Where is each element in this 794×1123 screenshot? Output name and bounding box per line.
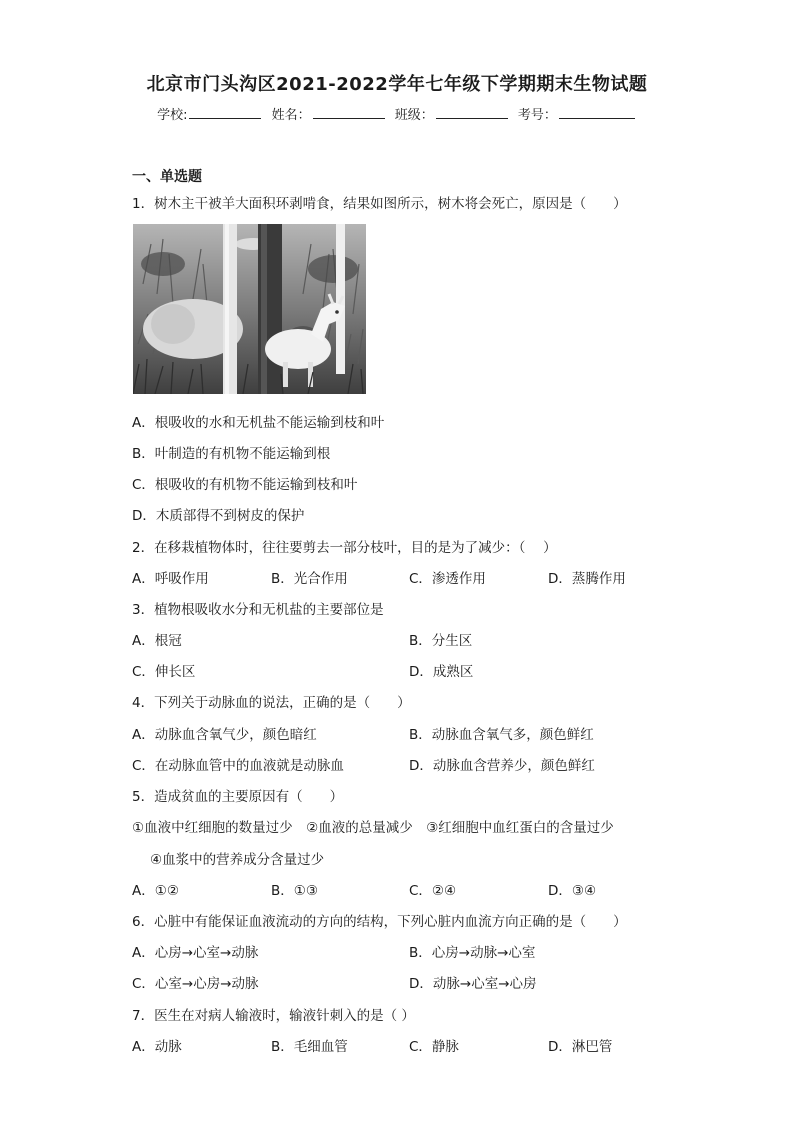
- question-4-stem: 4．下列关于动脉血的说法，正确的是（ ）: [132, 695, 411, 711]
- question-2-stem: 2．在移栽植物体时，往往要剪去一部分枝叶，目的是为了减少：（ ）: [132, 540, 557, 556]
- question-1-stem: 1．树木主干被羊大面积环剥啃食，结果如图所示，树木将会死亡，原因是（ ）: [132, 196, 627, 212]
- question-4-option-c: C．在动脉血管中的血液就是动脉血: [132, 758, 344, 774]
- exam-number-blank: [559, 106, 635, 119]
- question-3-stem: 3．植物根吸收水分和无机盐的主要部位是: [132, 602, 384, 618]
- question-5-option-d: D．③④: [548, 883, 597, 899]
- question-6-option-d: D．动脉→心室→心房: [409, 976, 537, 992]
- question-3-option-a: A．根冠: [132, 633, 182, 649]
- question-4-option-a: A．动脉血含氧气少，颜色暗红: [132, 727, 317, 743]
- question-1-option-c: C．根吸收的有机物不能运输到枝和叶: [132, 477, 358, 493]
- exam-number-label: 考号：: [517, 108, 557, 123]
- question-2-option-b: B．光合作用: [271, 571, 348, 587]
- question-7-option-a: A．动脉: [132, 1039, 182, 1055]
- question-3-option-b: B．分生区: [409, 633, 473, 649]
- question-5-option-a: A．①②: [132, 883, 179, 899]
- question-3-option-d: D．成熟区: [409, 664, 474, 680]
- question-5-statements-line-1: ①血液中红细胞的数量过少 ②血液的总量减少 ③红细胞中血红蛋白的含量过少: [132, 820, 614, 836]
- question-1-figure: [133, 224, 366, 394]
- question-2-option-a: A．呼吸作用: [132, 571, 209, 587]
- question-7-option-d: D．淋巴管: [548, 1039, 613, 1055]
- name-blank: [313, 106, 385, 119]
- question-5-statements-line-2: ④血浆中的营养成分含量过少: [150, 852, 325, 868]
- question-5-option-c: C．②④: [409, 883, 457, 899]
- section-title: 一、单选题: [132, 169, 202, 185]
- school-label: 学校:: [157, 108, 188, 123]
- question-6-option-b: B．心房→动脉→心室: [409, 945, 536, 961]
- question-2-option-c: C．渗透作用: [409, 571, 486, 587]
- question-6-stem: 6．心脏中有能保证血液流动的方向的结构，下列心脏内血流方向正确的是（ ）: [132, 914, 627, 930]
- school-blank: [189, 106, 261, 119]
- name-label: 姓名：: [271, 108, 311, 123]
- student-info-line: [0, 104, 794, 123]
- question-7-option-b: B．毛细血管: [271, 1039, 348, 1055]
- question-2-option-d: D．蒸腾作用: [548, 571, 626, 587]
- sheep-photo-icon: [133, 224, 366, 394]
- class-label: 班级：: [394, 108, 434, 123]
- question-4-option-d: D．动脉血含营养少，颜色鲜红: [409, 758, 595, 774]
- question-7-option-c: C．静脉: [409, 1039, 459, 1055]
- question-5-stem: 5．造成贫血的主要原因有（ ）: [132, 789, 344, 805]
- class-blank: [436, 106, 508, 119]
- question-1-option-d: D．木质部得不到树皮的保护: [132, 508, 305, 524]
- question-3-option-c: C．伸长区: [132, 664, 196, 680]
- question-1-option-b: B．叶制造的有机物不能运输到根: [132, 446, 331, 462]
- question-5-option-b: B．①③: [271, 883, 318, 899]
- page-title: 北京市门头沟区2021-2022学年七年级下学期期末生物试题: [146, 74, 648, 95]
- question-1-option-a: A．根吸收的水和无机盐不能运输到枝和叶: [132, 415, 385, 431]
- question-4-option-b: B．动脉血含氧气多，颜色鲜红: [409, 727, 594, 743]
- question-6-option-c: C．心室→心房→动脉: [132, 976, 259, 992]
- question-6-option-a: A．心房→心室→动脉: [132, 945, 259, 961]
- question-7-stem: 7．医生在对病人输液时，输液针刺入的是（ ）: [132, 1008, 415, 1024]
